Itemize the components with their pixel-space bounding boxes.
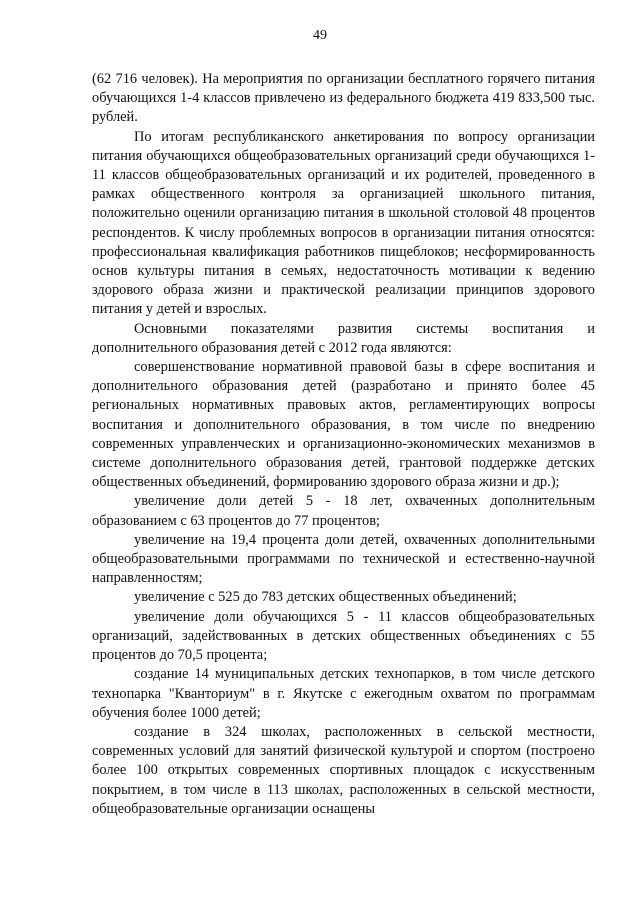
list-item-rural-sports: создание в 324 школах, расположенных в сельской местности, современных условий для занятий физической культурой и спортом (построено более 100 открытых современных спортивных площадок с искусственным покрытием, в том числе в 113 школах, расположенных в сельской местности, общеобразовательные организации оснащены: [92, 723, 595, 817]
list-item-technoparks: создание 14 муниципальных детских технопарков, в том числе детского технопарка "Кванториум" в г. Якутске с ежегодным охватом по программам обучения более 1000 детей;: [92, 666, 595, 721]
paragraph-survey-results: По итогам республиканского анкетирования по вопросу организации питания обучающихся общеобразовательных организаций среди обучающихся 1-11 классов общеобразовательных организаций и их родителей, проведенного в рамках общественного контроля за организацией школьного питания, положительно оценили организацию питания в школьной столовой 48 процентов респондентов. К числу проблемных вопросов в организации питания относятся: профессиональная квалификация работников пищеблоков; несформированность основ культуры питания в семьях, недостаточность мотивации к ведению здорового образа жизни и практической реализации принципов здорового питания у детей и взрослых.: [92, 128, 595, 318]
list-item-additional-education-share: увеличение доли детей 5 - 18 лет, охваченных дополнительным образованием с 63 процентов до 77 процентов;: [92, 493, 595, 529]
list-item-students-in-associations: увеличение доли обучающихся 5 - 11 классов общеобразовательных организаций, задействованных в детских общественных объединениях с 55 процентов до 70,5 процента;: [92, 608, 595, 664]
document-body: [92, 70, 595, 819]
paragraph-continuation: (62 716 человек). На мероприятия по организации бесплатного горячего питания обучающихся 1-4 классов привлечено из федерального бюджета 419 833,500 тыс. рублей.: [92, 71, 595, 126]
list-item-public-associations: увеличение с 525 до 783 детских общественных объединений;: [134, 589, 517, 606]
page-number: 49: [313, 28, 327, 43]
list-item-regulatory-base: совершенствование нормативной правовой базы в сфере воспитания и дополнительного образования детей (разработано и принято более 45 региональных нормативных правовых актов, регламентирующих вопросы воспитания и дополнительного образования, в том числе по внедрению современных управленческих и организационно-экономических механизмов в системе дополнительного образования детей, грантовой поддержке детских общественных объединений, формированию здорового образа жизни и др.);: [92, 359, 595, 491]
paragraph-indicators-intro: Основными показателями развития системы воспитания и дополнительного образования детей с 2012 года являются:: [92, 320, 595, 356]
list-item-technical-programs: увеличение на 19,4 процента доли детей, охваченных дополнительными общеобразовательными программами по технической и естественно-научной направленностям;: [92, 531, 595, 587]
